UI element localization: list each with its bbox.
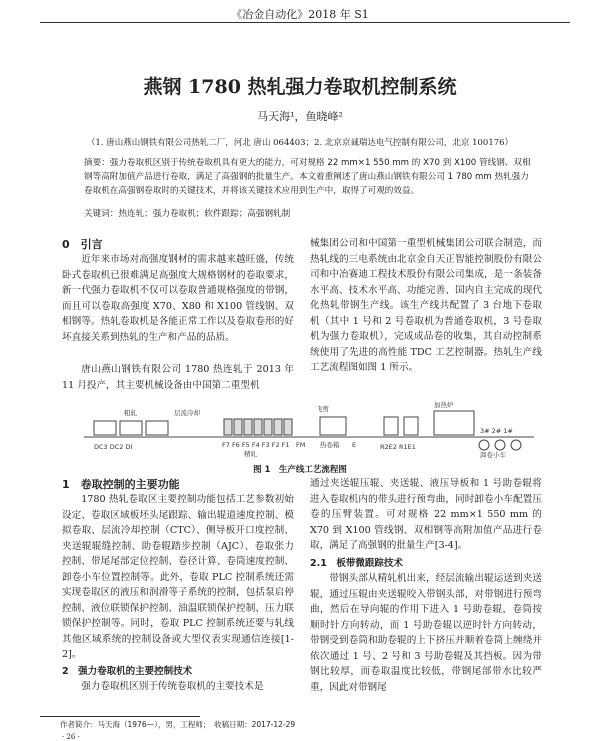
heat-box [320, 417, 346, 435]
header-rule [40, 22, 570, 23]
keywords: 关键词：热连轧；强力卷取机；软件跟踪；高强钢轧制 [84, 209, 291, 219]
paper-title: 燕钢 1780 热轧强力卷取机控制系统 [143, 76, 457, 98]
intro-paragraph-3: 械集团公司和中国第一重型机械集团公司联合制造，而热轧线的三电系统由北京金自天正智能控制股份有限公司和中冶赛迪工程技术股份有限公司集成，是一条装备水平高、技术水平高、功能完善、国内自主完成的现代化热轧带钢生产线。该生产线共配置了 3 台地下卷取机（其中 1 号和 2 号卷取机为普通卷取机，3 号卷取机为强力卷取机），完成成品卷的收集，其自动控制系统使用了先进的高性能 TDC 工艺控制器。热轧生产线工艺流程图如图 1 所示。 [310, 238, 542, 373]
section-2-1-heading: 2.1 板带微跟踪技术 [310, 558, 403, 569]
coiler-1 [511, 440, 521, 450]
label-flying-shear: 飞剪 [316, 405, 329, 413]
abstract: 摘要：强力卷取机区别于传统卷取机具有更大的能力，可对规格 22 mm×1 550 mm 的 X70 到 X100 管线钢、双相钢等高附加值产品进行卷取，满足了高强钢的批量生产。本文着重阐述了唐山燕山钢铁有限公司 1 780 mm 热轧强力卷取机在高强钢卷取时的关键技术，并将该关键技术应用到生产中，取得了可观的效益。 [84, 158, 531, 196]
roughing-box-3 [146, 421, 168, 435]
roughing-box-1 [94, 421, 116, 435]
figure-caption: 图 1 生产线工艺流程图 [253, 465, 347, 475]
section-2-paragraph: 强力卷取机区别于传统卷取机的主要技术是 [81, 681, 264, 692]
label-finishing: 精轧 [244, 450, 257, 458]
page-number: · 26 · [62, 733, 80, 741]
label-shear-e: E [352, 441, 357, 449]
authors: 马天海¹，鱼晓峰² [257, 110, 343, 123]
intro-heading: 0 引言 [62, 238, 103, 251]
journal-header: 《冶金自动化》2018 年 S1 [231, 8, 369, 21]
label-fm: FM [296, 441, 306, 449]
label-coilers: 3# 2# 1# [480, 427, 513, 435]
right-paragraph-2: 带钢头部从精轧机出来，经层流输出辊运送到夹送辊，通过压辊由夹送辊咬入带钢头部，对带钢进行预弯曲，然后在导向辊的作用下进入 1 号助卷辊，卷筒按顺时针方向转动，而 1 号助卷辊以逆时针方向转动，带钢受到卷筒和助卷辊的上下挤压并顺着卷筒上缠绕并依次通过 1 号、2 号和 3 号助卷辊及其挡板。因为带钢比较厚，而卷取温度比较低，带钢尾部带水比较严重，因此对带钢尾 [310, 573, 542, 693]
intro-paragraph-2: 唐山燕山钢铁有限公司 1780 热连轧于 2013 年 11 月投产，其主要机械设备由中国第二重型机 [62, 364, 294, 391]
affiliation: （1. 唐山燕山钢铁有限公司热轧二厂，河北 唐山 064403；2. 北京京诚瑞达电气控制有限公司，北京 100176） [86, 138, 514, 148]
label-cooling: 层流冷却 [174, 409, 200, 417]
footnote-rule [40, 716, 200, 717]
finishing-stands [224, 419, 292, 435]
coiler-2 [495, 440, 505, 450]
r-stand-1 [384, 417, 398, 435]
section-2-heading: 2 强力卷取机的主要控制技术 [62, 666, 193, 677]
label-r-group: R2E2 R1E1 [380, 443, 416, 451]
right-paragraph-1: 通过夹送辊压辊、夹送辊、液压导板和 1 号助卷辊将进入卷取机内的带头进行预弯曲，同时卸卷小车配置压卷的压臂装置。可对规格 22 mm×1 550 mm 的 X70 到 X100 管线钢、双相钢等高附加值产品进行卷取，满足了高强钢的批量生产[3-4]。 [310, 478, 542, 551]
section-1-heading: 1 卷取控制的主要功能 [62, 478, 180, 491]
roughing-box-2 [120, 421, 142, 435]
label-stands: F7 F6 F5 F4 F3 F2 F1 [222, 441, 290, 449]
furnace [434, 411, 474, 435]
coiler-3 [479, 440, 489, 450]
r-stand-2 [404, 417, 418, 435]
label-coiler-car: 卸卷小车 [480, 451, 506, 459]
intro-paragraph-1: 近年来市场对高强度钢材的需求越来越旺盛，传统卧式卷取机已很难满足高强度大规格钢材的卷取要求，新一代强力卷取机不仅可以卷取普通规格强度的带钢，而且可以卷取高强度 X70、X80 和 X100 管线钢、双相钢等。热轧卷取机是各能正常工作以及卷取卷形的好坏直接关系到热轧的生产和产品的品质。 [62, 254, 294, 343]
section-1-paragraph: 1780 热轧卷取区主要控制功能包括工艺参数初始设定、卷取区域板坯头尾跟踪、输出辊道速度控制、模拟卷取、层流冷却控制（CTC）、侧导板开口度控制、夹送辊辊缝控制、助卷辊踏步控制（AJC）、卷取张力控制、带尾尾部定位控制、卷径计算、卷筒速度控制、卸卷小车位置控制等。此外，卷取 PLC 控制系统还需实现卷取区的液压和润滑等子系统的控制，包括泵启停控制、液位联锁保护控制、油温联锁保护控制、压力联锁保护控制等。同时，卷取 PLC 控制系统还要与轧线其他区域系统的控制设备或大型仪表实现通信连接[1-2]。 [62, 494, 294, 660]
label-heat-box: 热卷箱 [320, 441, 340, 449]
label-furnace: 加热炉 [434, 401, 454, 409]
author-footnote: 作者简介：马天海（1976—），男，工程师； 收稿日期：2017-12-29 [60, 720, 296, 729]
label-roughing: 粗轧 [124, 409, 137, 417]
process-flow-figure [84, 397, 534, 459]
label-roughing-group: DC3 DC2 DI [94, 443, 133, 451]
